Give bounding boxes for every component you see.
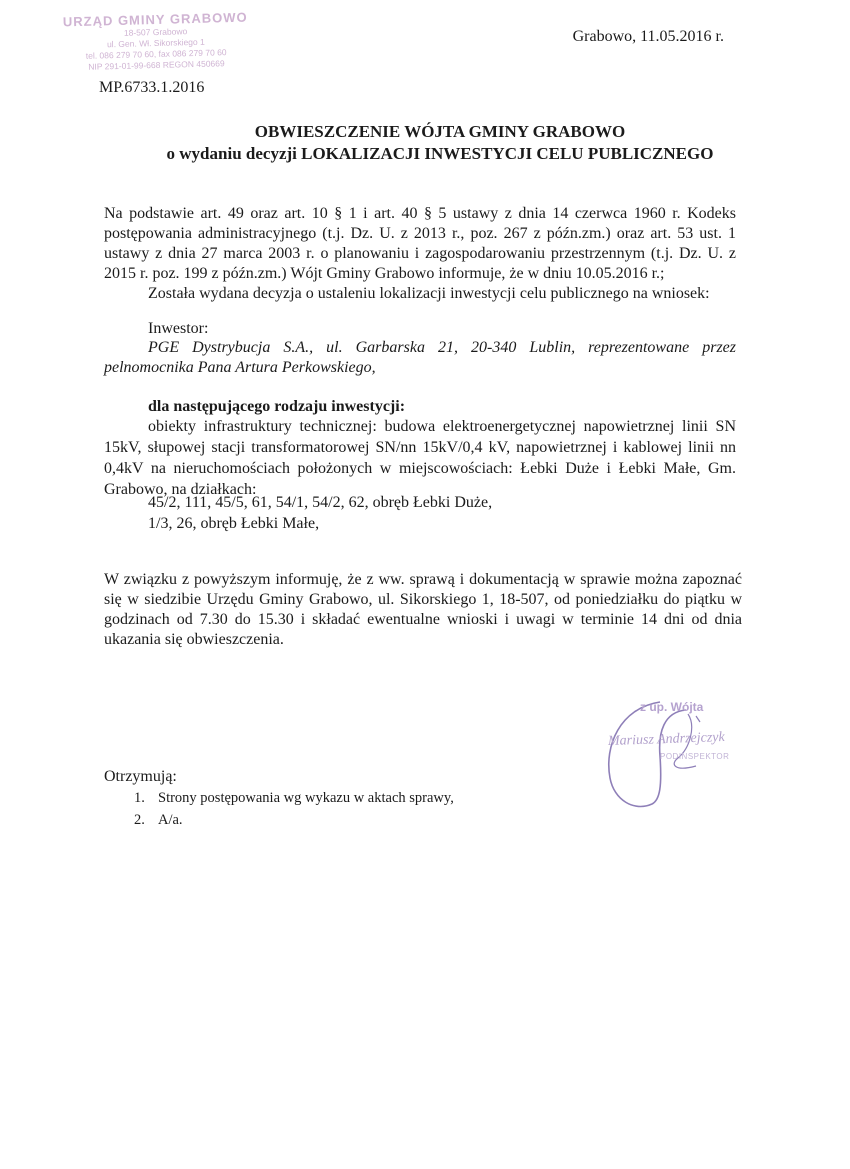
- list-item-number: 1.: [134, 790, 145, 806]
- office-stamp: [55, 9, 257, 84]
- decision-text: Została wydana decyzja o ustaleniu lokalizacji inwestycji celu publicznego na wniosek:: [148, 285, 710, 302]
- document-date: Grabowo, 11.05.2016 r.: [572, 28, 724, 45]
- signature-stamp-line: z up. Wójta: [640, 700, 704, 714]
- plot-list-item: 1/3, 26, obręb Łebki Małe,: [148, 515, 320, 532]
- list-item-number: 2.: [134, 812, 145, 828]
- plot-list-item: 45/2, 111, 45/5, 61, 54/1, 54/2, 62, obręb Łebki Duże,: [148, 494, 493, 511]
- stamp-line: URZĄD GMINY GRABOWO: [62, 9, 248, 30]
- signature-position: PODINSPEKTOR: [660, 752, 730, 761]
- recipients-list: [134, 787, 454, 831]
- title-line-1: OBWIESZCZENIE WÓJTA GMINY GRABOWO: [254, 122, 626, 141]
- signature-name: Mariusz Andrzejczyk: [607, 729, 726, 750]
- legal-basis-text: Na podstawie art. 49 oraz art. 10 § 1 i art. 40 § 5 ustawy z dnia 14 czerwca 1960 r. Kodeks postępowania administracyjnego (t.j. Dz. U. z 2013 r., poz. 267 z późn.zm.) oraz art. 53 ust. 1 ustawy z dnia 27 marca 2003 r. o planowaniu i zagospodarowaniu przestrzennym (t.j. Dz. U. z 2015 r. poz. 199 z późn.zm.) Wójt Gminy Grabowo informuje, że w dniu 10.05.2016 r.;: [104, 205, 736, 282]
- investor-name: PGE Dystrybucja S.A., ul. Garbarska 21, 20-340 Lublin, reprezentowane przez pelnomocnika Pana Artura Perkowskiego,: [104, 339, 736, 376]
- title-line-2: o wydaniu decyzji LOKALIZACJI INWESTYCJI CELU PUBLICZNEGO: [166, 144, 714, 163]
- stamp-line: 18-507 Grabowo: [123, 26, 188, 38]
- list-item: [134, 809, 454, 831]
- legal-basis-paragraph: [104, 204, 736, 304]
- recipients-label: Otrzymują:: [104, 768, 177, 785]
- investment-heading: dla następującego rodzaju inwestycji:: [148, 398, 406, 415]
- investor-label: Inwestor:: [148, 320, 209, 337]
- investment-description: obiekty infrastruktury technicznej: budowa elektroenergetycznej napowietrznej linii SN 15kV, słupowej stacji transformatorowej SN/nn 15kV/0,4 kV, napowietrznej i kablowej linii nn 0,4kV na nieruchomościach położonych w miejscowościach: Łebki Duże i Łebki Małe, Gm. Grabowo, na działkach:: [104, 418, 736, 498]
- list-item: [134, 787, 454, 809]
- stamp-line: tel. 086 279 70 60, fax 086 279 70 60: [85, 47, 227, 61]
- stamp-line: NIP 291-01-99-668 REGON 450669: [88, 58, 225, 72]
- list-item-text: A/a.: [158, 812, 183, 828]
- list-item-text: Strony postępowania wg wykazu w aktach sprawy,: [158, 790, 454, 806]
- information-paragraph: W związku z powyższym informuję, że z ww. sprawą i dokumentacją w sprawie można zapoznać się w siedzibie Urzędu Gminy Grabowo, ul. Sikorskiego 1, 18-507, od poniedziałku do piątku w godzinach od 7.30 do 15.30 i składać ewentualne wnioski i uwagi w terminie 14 dni od dnia ukazania się obwieszczenia.: [104, 571, 742, 648]
- stamp-line: ul. Gen. Wł. Sikorskiego 1: [106, 36, 205, 50]
- document-title: [0, 122, 850, 164]
- reference-number: MP.6733.1.2016: [99, 79, 205, 96]
